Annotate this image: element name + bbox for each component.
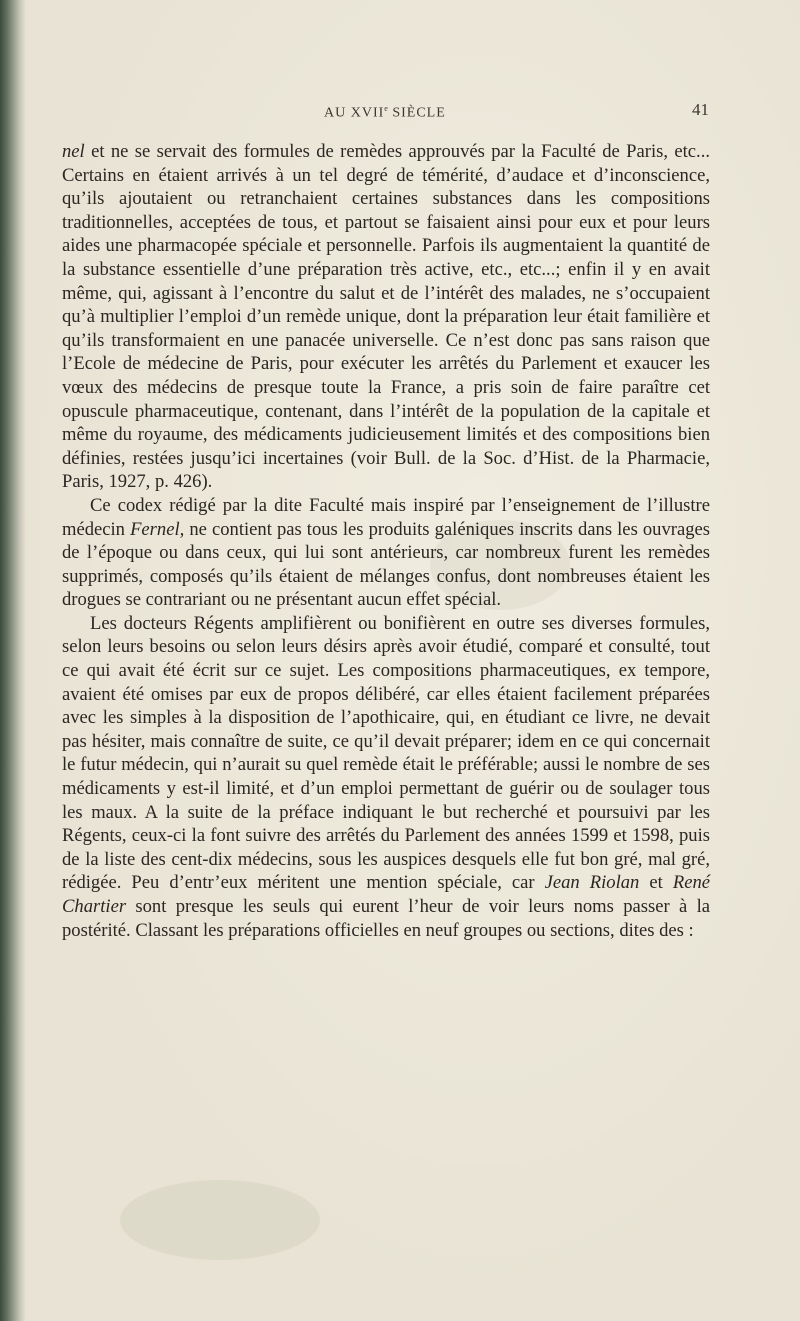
running-head-prefix: AU XVII xyxy=(324,105,385,121)
paragraph-1 xyxy=(62,140,710,494)
running-head-superscript: e xyxy=(384,104,388,113)
paper-stain xyxy=(120,1180,320,1260)
running-head xyxy=(324,104,446,122)
page-number: 41 xyxy=(692,100,709,119)
segment: sont presque les seuls qui eurent l’heur de voir leurs noms passer à la postérité. Classant les préparations officielles en neuf groupes ou sections, dites des : xyxy=(62,896,710,941)
segment: Les docteurs Régents amplifièrent ou bonifièrent en outre ses diverses formules, selon leurs besoins ou selon leurs désirs après avoir étudié, comparé et consulté, tout ce qui avait été écrit sur ce sujet. Les compositions pharmaceutiques, ex tempore, avaient été omises par eux de propos délibéré, car elles étaient facilement préparées avec les simples à la disposition de l’apothicaire, qui, en étudiant ce livre, ne devait pas hésiter, mais connaître de suite, ce qu’il devait préparer; idem en ce qui concernait le futur médecin, qui n’aurait su quel remède était le préférable; aussi le nombre de ses médicaments y est-il limité, et d’un emploi permettant de guérir ou de soulager tous les maux. A la suite de la préface indiquant le but recherché et poursuivi par les Régents, ceux-ci la font suivre des arrêtés du Parlement des années 1599 et 1598, puis de la liste des cent-dix médecins, sous les auspices desquels elle fut bon gré, mal gré, rédigée. Peu d’entr’eux méritent une mention spéciale, car xyxy=(62,612,710,894)
page-header xyxy=(62,100,712,124)
running-head-suffix: SIÈCLE xyxy=(387,105,446,121)
segment: Ce codex rédigé par la dite Faculté mais inspiré par l’enseignement de l’illustre médecin xyxy=(62,494,710,540)
paragraph-3 xyxy=(62,612,710,942)
segment-italic: René Chartier xyxy=(62,872,711,917)
segment-italic: nel xyxy=(62,141,85,162)
segment: ne contient pas tous les produits galéniques inscrits dans les ouvrages de l’époque ou dans ceux, qui lui sont antérieurs, car nombreux furent les remèdes supprimés, composés qu’ils étaient de mélanges confus, dont nombreuses étaient les drogues se contrariant ou ne présentant aucun effet spécial. xyxy=(62,518,710,611)
segment-italic: Jean Riolan xyxy=(544,872,640,894)
segment: et xyxy=(639,872,673,894)
paragraph-2 xyxy=(62,494,710,612)
segment-italic: Fernel, xyxy=(130,518,185,540)
book-spine-shadow xyxy=(0,0,26,1321)
body-text xyxy=(62,140,710,942)
segment: et ne se servait des formules de remèdes approuvés par la Faculté de Paris, etc... Certains en étaient arrivés à un tel degré de témérité, d’audace et d’inconscience, qu’ils ajoutaient ou retranchaient certaines substances dans les compositions traditionnelles, acceptées de tous, et partout se faisaient ainsi pour eux et pour leurs aides une pharmacopée spéciale et personnelle. Parfois ils augmentaient la quantité de la substance essentielle d’une préparation très active, etc., etc...; enfin il y en avait même, qui, agissant à l’encontre du salut et de l’intérêt des malades, ne s’occupaient qu’à multiplier l’emploi d’un remède unique, dont la préparation leur était familière et qu’ils transformaient en une panacée universelle. Ce n’est donc pas sans raison que l’Ecole de médecine de Paris, pour exécuter les arrêtés du Parlement et exaucer les vœux des médecins de presque toute la France, a pris soin de faire paraître cet opuscule pharmaceutique, contenant, dans l’intérêt de la population de la capitale et même du royaume, des médicaments judicieusement limités et des compositions bien définies, restées jusqu’ici incertaines (voir Bull. de la Soc. d’Hist. de la Pharmacie, Paris, 1927, p. 426). xyxy=(62,141,710,493)
